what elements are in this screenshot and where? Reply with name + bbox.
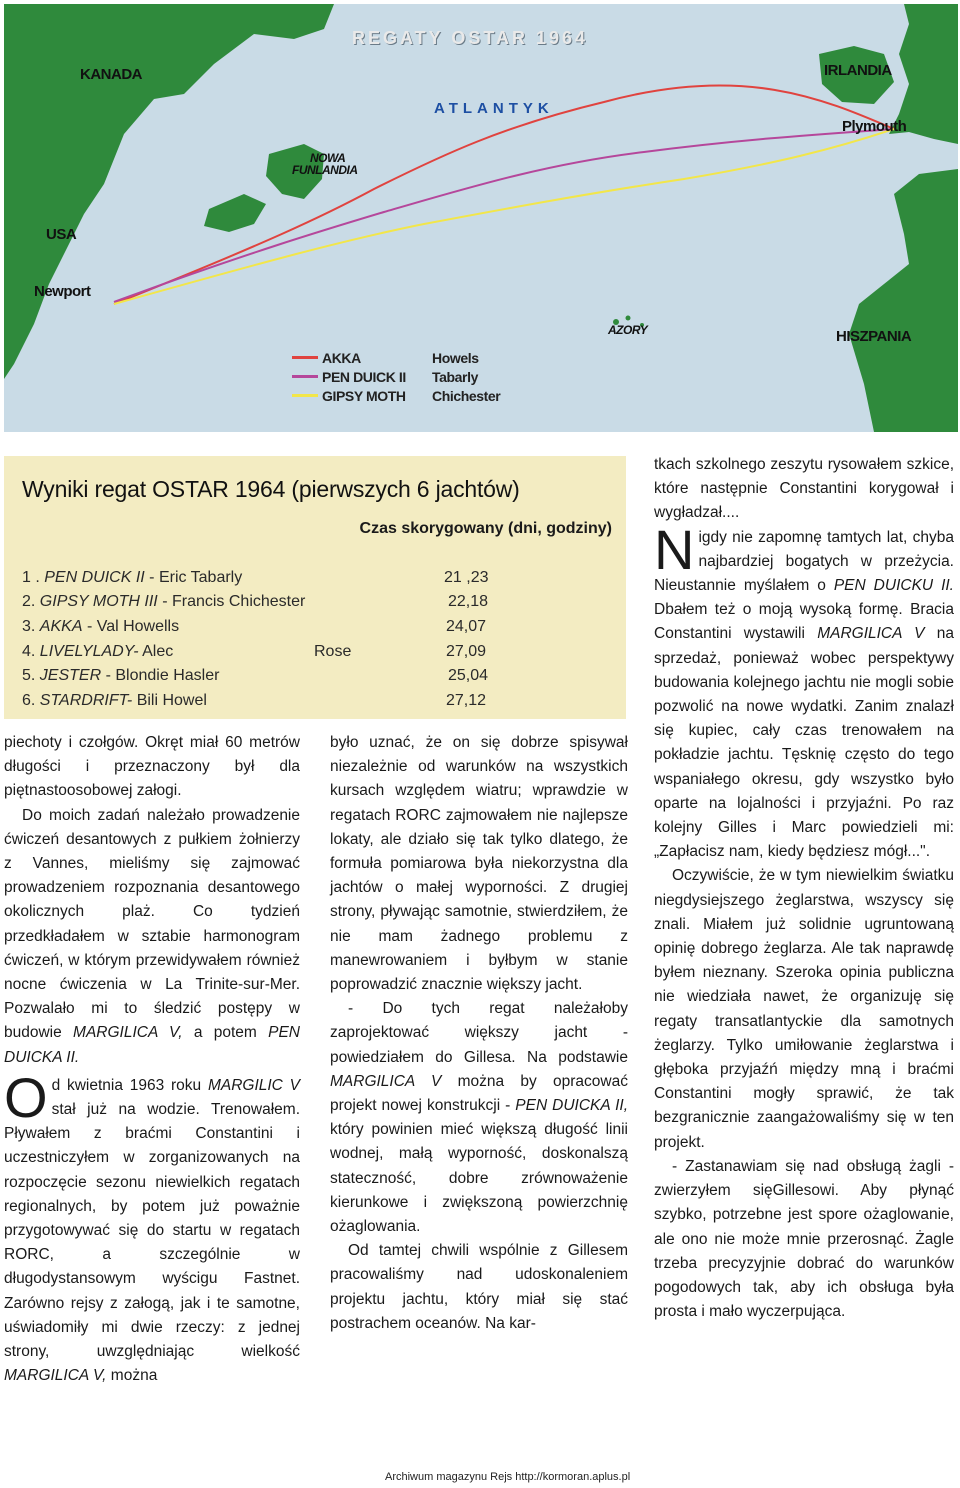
boat-name: MARGILICA V, — [73, 1024, 183, 1042]
map-label-irlandia: IRLANDIA — [824, 62, 892, 79]
boat-name: AKKA — [39, 618, 83, 635]
text-run: na sprzedaż, ponieważ wobec perspektywy budowania kolejnego jachtu nie mogli sobie pozwolić na nowe wydatki. Zanim znalazł się kupiec, cały czas trenowałem na pokładzie jachtu. Tęsknię często do tego wspaniałego okresu, gdy wszystko było oparte na lojalności i przyjaźni. Po raz kolejny Gilles i Marc powiedzieli mi: „Zapłacisz nam, kiedy będziesz mógł...". — [654, 625, 954, 861]
legend-swatch — [292, 394, 318, 397]
paragraph — [330, 997, 628, 1239]
boat-name: LIVELYLADY- — [39, 643, 139, 660]
map-label-funlandia: FUNLANDIA — [292, 163, 358, 177]
paragraph — [4, 1065, 300, 1389]
rank: 2. — [22, 593, 36, 610]
map-label-azory: AZORY — [608, 323, 648, 337]
results-title: Wyniki regat OSTAR 1964 (pierwszych 6 jachtów) — [22, 476, 520, 502]
paragraph — [654, 517, 954, 865]
results-row — [22, 618, 502, 640]
text-run: można by opracować projekt nowej konstrukcji - — [330, 1072, 628, 1115]
boat-name: PEN DUICK II — [44, 569, 145, 586]
legend-row-pen-duick — [292, 367, 500, 386]
text-run: a potem — [182, 1024, 269, 1042]
legend-row-akka — [292, 348, 500, 367]
text-run: Do moich zadań należało prowadzenie ćwiczeń desantowych z pułkiem żołnierzy z Vannes, mieliśmy się zajmować prowadzeniem rozpoznania desantowego okolicznych plaż. Co tydzień przedkładałem w sztabie harmonogram ćwiczeń, w którym przewidywałem również nocne ćwiczenia w La Trinite-sur-Mer. Pozwalało mi to śledzić postępy w budowie — [4, 806, 300, 1042]
results-entry — [22, 569, 242, 587]
text-run: który powinien mieć większą długość linii wodnej, małą wyporność, doskonalszą stateczność, dobre zrównoważenie kierunkowe i zwiększoną powierzchnię ożaglowania. — [330, 1121, 628, 1236]
legend-swatch — [292, 375, 318, 378]
text-run: stał już na wodzie. Trenowałem. Pływałem z braćmi Constantini i uczestniczyłem w zorganizowanych na rozpoczęcie sezonu niewielkich regatach regionalnych, by potem już poważnie przygotowywać się do startu w regatach RORC, a szczególnie w długodystansowym wyścigu Fastnet. Zarówno rejsy z załogą, jak i te samotne, uświadomiły mi dwie rzeczy: z jednej strony, uwzględniając wielkość — [4, 1101, 300, 1361]
map-label-nowa: NOWA — [310, 151, 346, 165]
article-column-right — [654, 453, 954, 1324]
article-column-left — [4, 731, 300, 1388]
paragraph: tkach szkolnego zeszytu rysowałem szkice, które następnie Constantini korygował i wygładzał.... — [654, 456, 954, 522]
results-row — [22, 569, 502, 591]
paragraph: było uznać, że on się dobrze spisywał niezależnie od warunków na wszystkich kursach względem wiatru; wprawdzie w regatach RORC zajmowałem nie najlepsze lokaty, ale działo się tak tylko dlatego, że formuła pomiarowa była niekorzystna dla jachtów o małej wyporności. Z drugiej strony, pływając samotnie, stwierdziłem, że nie mam żadnego problemu z manewrowaniem i byłbym w stanie poprowadzić znacznie większy jacht. — [330, 734, 628, 994]
skipper-name: - Blondie Hasler — [105, 667, 220, 684]
boat-name: GIPSY MOTH III — [39, 593, 158, 610]
results-box — [4, 456, 626, 719]
corrected-time: 24,07 — [446, 618, 487, 635]
rank: 1 . — [22, 569, 40, 586]
legend-skipper: Tabarly — [432, 368, 478, 385]
map-label-hiszpania: HISZPANIA — [836, 328, 912, 345]
boat-name: MARGILICA V — [817, 625, 925, 643]
rank: 3. — [22, 618, 36, 635]
results-entry — [22, 618, 179, 636]
paragraph: Oczywiście, że w tym niewielkim światku niegdysiejszego żeglarstwa, wszyscy się znali. Miałem już solidnie ugruntowaną opinię dobrego żeglarza. Ale tak naprawdę byłem nieznany. Szeroka opinia publiczna nie wiedziała nawet, że organizuję się regaty transatlantyckie dla samotnych żeglarzy. Tylko umiłowanie żeglarstwa i głęboka przyjaźń między mną i braćmi Constantini mogły sprawić, że tak bezgranicznie zaangażowaliśmy się w ten projekt. — [654, 867, 954, 1151]
legend-boat: AKKA — [322, 349, 361, 366]
boat-name: PEN DUICKA II. — [4, 1024, 300, 1066]
article-column-middle — [330, 731, 628, 1336]
map-legend — [292, 348, 500, 405]
boat-name: MARGILIC V — [207, 1076, 300, 1094]
land-azores-2 — [626, 316, 631, 321]
boat-name: JESTER — [39, 667, 102, 684]
rank: 4. — [22, 643, 36, 660]
results-row — [22, 593, 502, 615]
drop-cap: N — [654, 517, 695, 581]
legend-skipper: Chichester — [432, 387, 501, 404]
drop-cap: O — [4, 1065, 48, 1129]
map-title: REGATY OSTAR 1964 — [352, 28, 589, 48]
paragraph — [4, 804, 300, 1070]
legend-boat: GIPSY MOTH — [322, 387, 406, 404]
regatta-route-map — [4, 4, 958, 432]
page-footer: Archiwum magazynu Rejs http://kormoran.aplus.pl — [385, 1471, 631, 1483]
corrected-time: 27,09 — [446, 643, 487, 660]
corrected-time: 25,04 — [448, 667, 489, 684]
text-run: igdy nie zapomnę tamtych lat, chyba najbardziej bogatych w przeżycia. Nieustannie myślałem o — [654, 528, 954, 595]
map-label-atlantic: ATLANTYK — [434, 100, 554, 117]
skipper-surname: Rose — [314, 643, 352, 660]
boat-name: MARGILICA V, — [4, 1367, 107, 1385]
results-entry — [22, 643, 173, 661]
skipper-name: - Francis Chichester — [162, 593, 306, 610]
results-row — [22, 692, 502, 714]
land-europe — [849, 169, 958, 432]
paragraph: piechoty i czołgów. Okręt miał 60 metrów długości i przeznaczony był dla piętnastoosobowej załogi. — [4, 734, 300, 800]
results-entry — [22, 692, 207, 710]
map-label-usa: USA — [46, 226, 77, 243]
results-row — [22, 643, 502, 665]
rank: 5. — [22, 667, 36, 684]
paragraph: - Zastanawiam się nad obsługą żagli - zwierzyłem sięGillesowi. Aby płynąć szybko, potrzebne jest spore ożaglowanie, ale ono nie może mnie przerosnąć. Żagle trzeba precyzyjnie dobrać do warunków pogodowych tak, aby ich obsługa była prosta i mało wyczerpująca. — [654, 1157, 954, 1321]
legend-boat: PEN DUICK II — [322, 368, 406, 385]
paragraph: Od tamtej chwili wspólnie z Gillesem pracowaliśmy nad udoskonaleniem projektu jachtu, który miał się stać postrachem oceanów. Na kar- — [330, 1242, 628, 1332]
map-label-newport: Newport — [34, 283, 91, 300]
results-entry — [22, 593, 305, 611]
legend-swatch — [292, 356, 318, 359]
skipper-name: - Eric Tabarly — [149, 569, 243, 586]
corrected-time: 21 ,23 — [444, 569, 489, 586]
legend-skipper: Howels — [432, 349, 479, 366]
skipper-name: - Val Howells — [86, 618, 180, 635]
text-run: można — [106, 1367, 158, 1385]
text-run: d kwietnia 1963 roku — [51, 1076, 208, 1094]
skipper-name: Alec — [138, 643, 174, 660]
boat-name: MARGILICA V — [330, 1072, 442, 1090]
text-run: - Do tych regat należałoby zaprojektować większy jacht - powiedziałem do Gillesa. Na podstawie — [330, 1000, 628, 1066]
rank: 6. — [22, 692, 36, 709]
corrected-time: 27,12 — [446, 692, 487, 709]
boat-name: STARDRIFT- — [39, 692, 133, 709]
results-subtitle: Czas skorygowany (dni, godziny) — [359, 520, 612, 537]
text-run: Dbałem też o moją wysoką formę. Bracia Constantini wystawili — [654, 601, 954, 643]
results-row — [22, 667, 502, 689]
boat-name: PEN DUICKU II. — [833, 577, 954, 595]
results-entry — [22, 667, 219, 685]
legend-row-gipsy-moth — [292, 386, 500, 405]
corrected-time: 22,18 — [448, 593, 489, 610]
boat-name: PEN DUICKA II, — [515, 1097, 628, 1115]
map-label-plymouth: Plymouth — [842, 118, 907, 135]
map-label-kanada: KANADA — [80, 66, 142, 83]
land-nova-scotia — [204, 194, 266, 232]
skipper-name: Bili Howel — [132, 692, 207, 709]
